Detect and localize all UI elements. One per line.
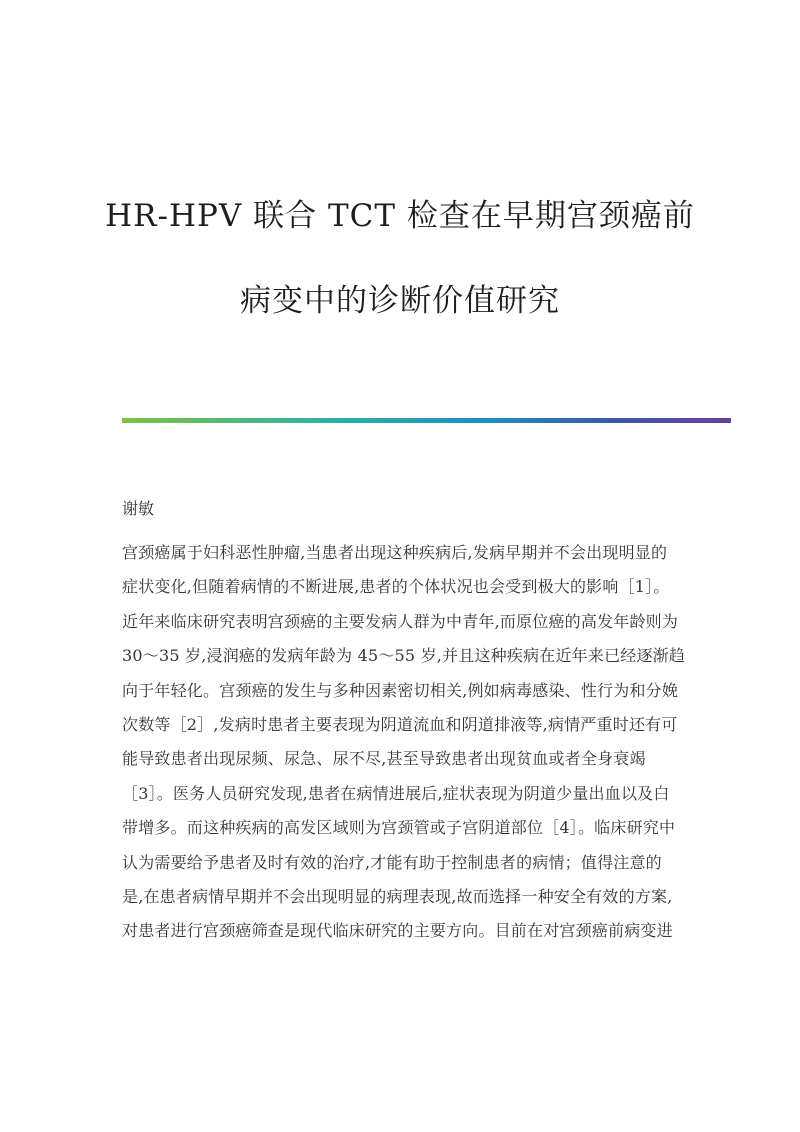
body-line: 症状变化,但随着病情的不断进展,患者的个体状况也会受到极大的影响［1］。 bbox=[122, 577, 670, 597]
body-line: 30～35 岁,浸润癌的发病年龄为 45～55 岁,并且这种疾病在近年来已经逐渐趋 bbox=[122, 646, 686, 666]
paper-title-line-1: HR-HPV 联合 TCT 检查在早期宫颈癌前 bbox=[105, 198, 695, 234]
author-name: 谢敏 bbox=[122, 499, 155, 518]
title-divider bbox=[122, 418, 731, 423]
body-line: 宫颈癌属于妇科恶性肿瘤,当患者出现这种疾病后,发病早期并不会出现明显的 bbox=[122, 543, 668, 562]
body-line: 是,在患者病情早期并不会出现明显的病理表现,故而选择一种安全有效的方案, bbox=[122, 886, 673, 906]
body-line: 近年来临床研究表明宫颈癌的主要发病人群为中青年,而原位癌的高发年龄则为 bbox=[122, 611, 679, 631]
body-text bbox=[122, 536, 688, 949]
body-line: 向于年轻化。宫颈癌的发生与多种因素密切相关,例如病毒感染、性行为和分娩 bbox=[122, 680, 679, 700]
body-line: 次数等［2］,发病时患者主要表现为阴道流血和阴道排液等,病情严重时还有可 bbox=[122, 714, 678, 734]
paper-title-line-2: 病变中的诊断价值研究 bbox=[240, 283, 560, 319]
body-line: ［3］。医务人员研究发现,患者在病情进展后,症状表现为阴道少量出血以及白 bbox=[122, 783, 670, 803]
body-line: 带增多。而这种疾病的高发区域则为宫颈管或子宫阴道部位［4］。临床研究中 bbox=[122, 818, 676, 838]
body-line: 对患者进行宫颈癌筛查是现代临床研究的主要方向。目前在对宫颈癌前病变进 bbox=[122, 921, 673, 941]
body-line: 能导致患者出现尿频、尿急、尿不尽,甚至导致患者出现贫血或者全身衰竭 bbox=[122, 749, 646, 769]
body-line: 认为需要给予患者及时有效的治疗,才能有助于控制患者的病情；值得注意的 bbox=[122, 852, 662, 872]
